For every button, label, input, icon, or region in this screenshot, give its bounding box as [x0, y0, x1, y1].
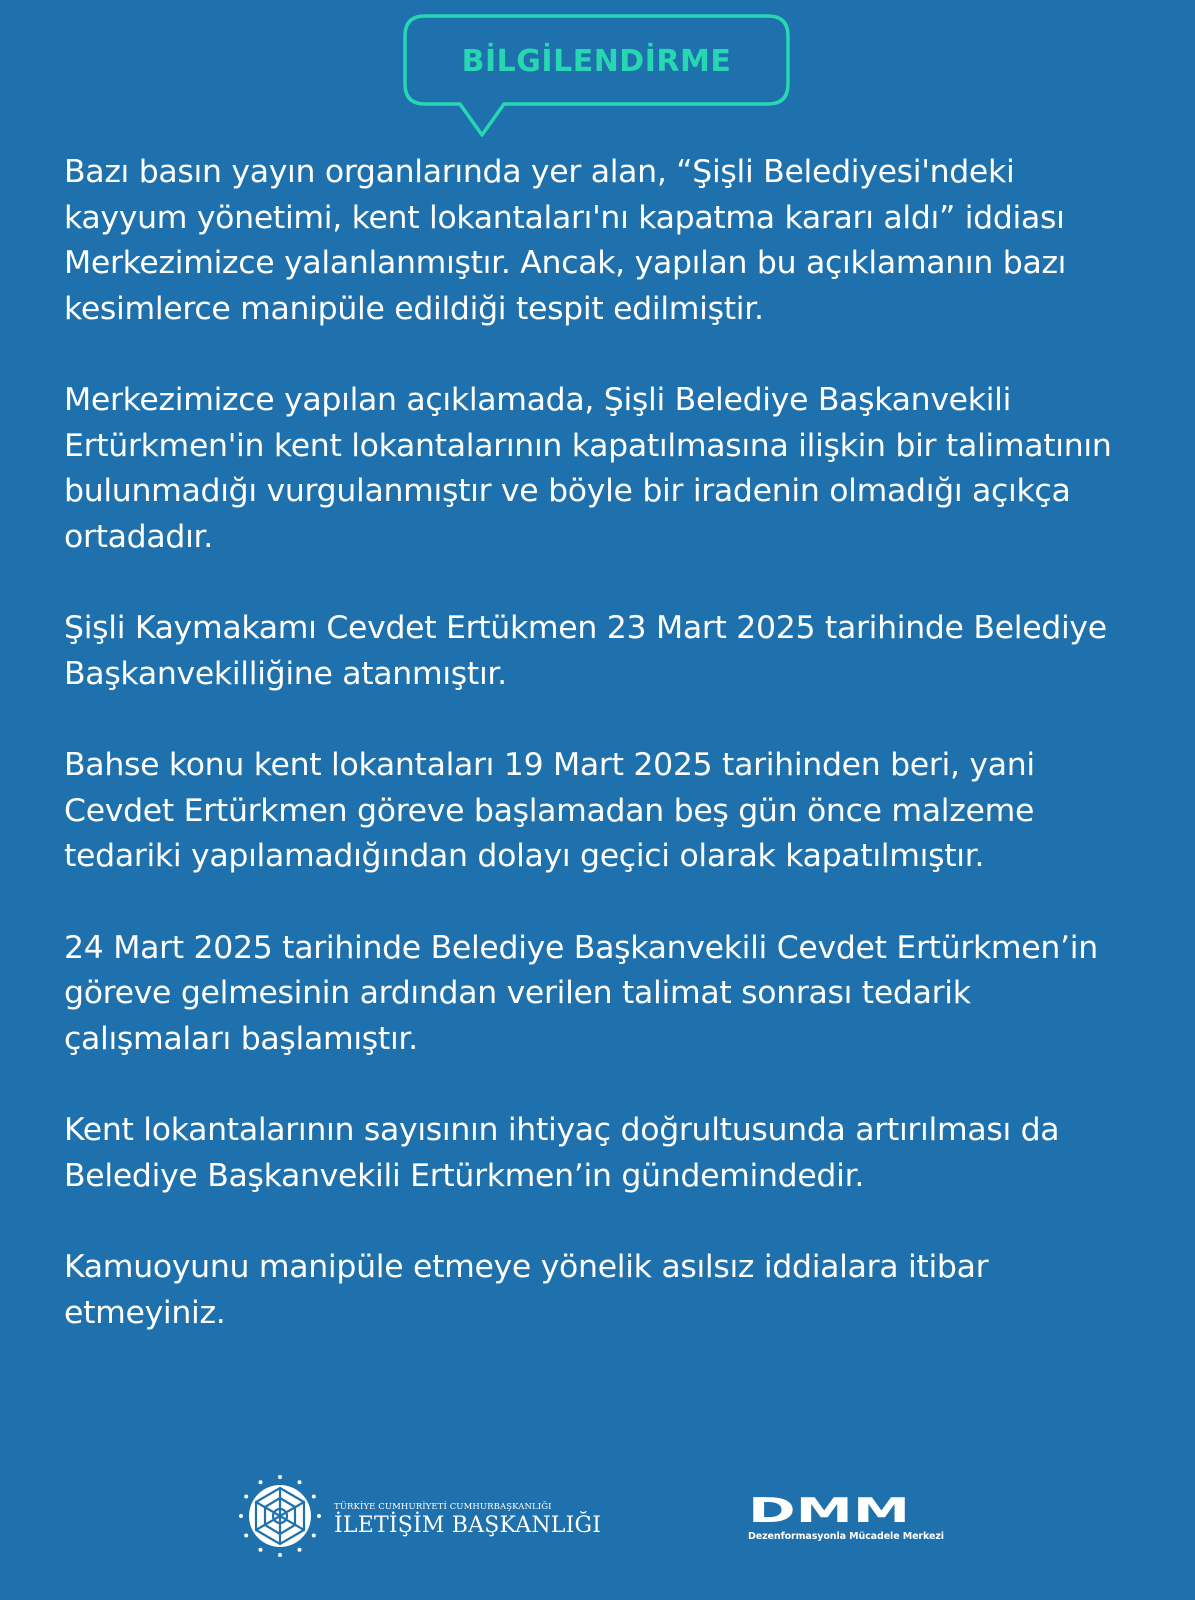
paragraph: Kent lokantalarının sayısının ihtiyaç doğrultusunda artırılması da Belediye Başkanvekili Ertürkmen’in gündemindedir. — [64, 1112, 1060, 1194]
paragraph: Bazı basın yayın organlarında yer alan, “Şişli Belediyesi'ndeki kayyum yönetimi, kent lokantaları'nı kapatma kararı aldı” iddiası Merkezimizce yalanlanmıştır. Ancak, yapılan bu açıklamanın bazı kesimlerce manipüle edildiği tespit edilmiştir. — [64, 154, 1067, 327]
star-emblem-icon — [236, 1472, 324, 1560]
paragraph: Bahse konu kent lokantaları 19 Mart 2025 tarihinden beri, yani Cevdet Ertürkmen göreve başlamadan beş gün önce malzeme tedariki yapılamadığından dolayı geçici olarak kapatılmıştır. — [64, 747, 1035, 874]
paragraph: Merkezimizce yapılan açıklamada, Şişli Belediye Başkanvekili Ertürkmen'in kent lokantalarının kapatılmasına ilişkin bir talimatının bulunmadığı vurgulanmıştır ve böyle bir iradenin olmadığı açıkça ortadadır. — [64, 382, 1112, 555]
paragraph: Kamuoyunu manipüle etmeye yönelik asılsız iddialara itibar etmeyiniz. — [64, 1249, 989, 1331]
footer-logos — [0, 1470, 1195, 1570]
dmm-mark-text: DMM — [748, 1496, 910, 1526]
paragraph: 24 Mart 2025 tarihinde Belediye Başkanvekili Cevdet Ertürkmen’in göreve gelmesinin ardından verilen talimat sonrası tedarik çalışmaları başlamıştır. — [64, 929, 1098, 1057]
iletisim-baskanligi-logo — [236, 1472, 616, 1562]
iletisim-title: İLETİŞİM BAŞKANLIĞI — [334, 1513, 602, 1538]
dmm-caption: Dezenformasyonla Mücadele Merkezi — [748, 1531, 944, 1542]
page-title: BİLGİLENDİRME — [461, 44, 732, 79]
iletisim-subtitle: TÜRKİYE CUMHURİYETİ CUMHURBAŞKANLIĞI — [334, 1502, 552, 1512]
dmm-wordmark — [748, 1496, 912, 1526]
statement-body — [64, 150, 1144, 1382]
dmm-logo — [748, 1496, 988, 1546]
paragraph: Şişli Kaymakamı Cevdet Ertükmen 23 Mart 2025 tarihinde Belediye Başkanvekilliğine atanmıştır. — [64, 610, 1107, 692]
header-speech-bubble — [403, 14, 790, 142]
